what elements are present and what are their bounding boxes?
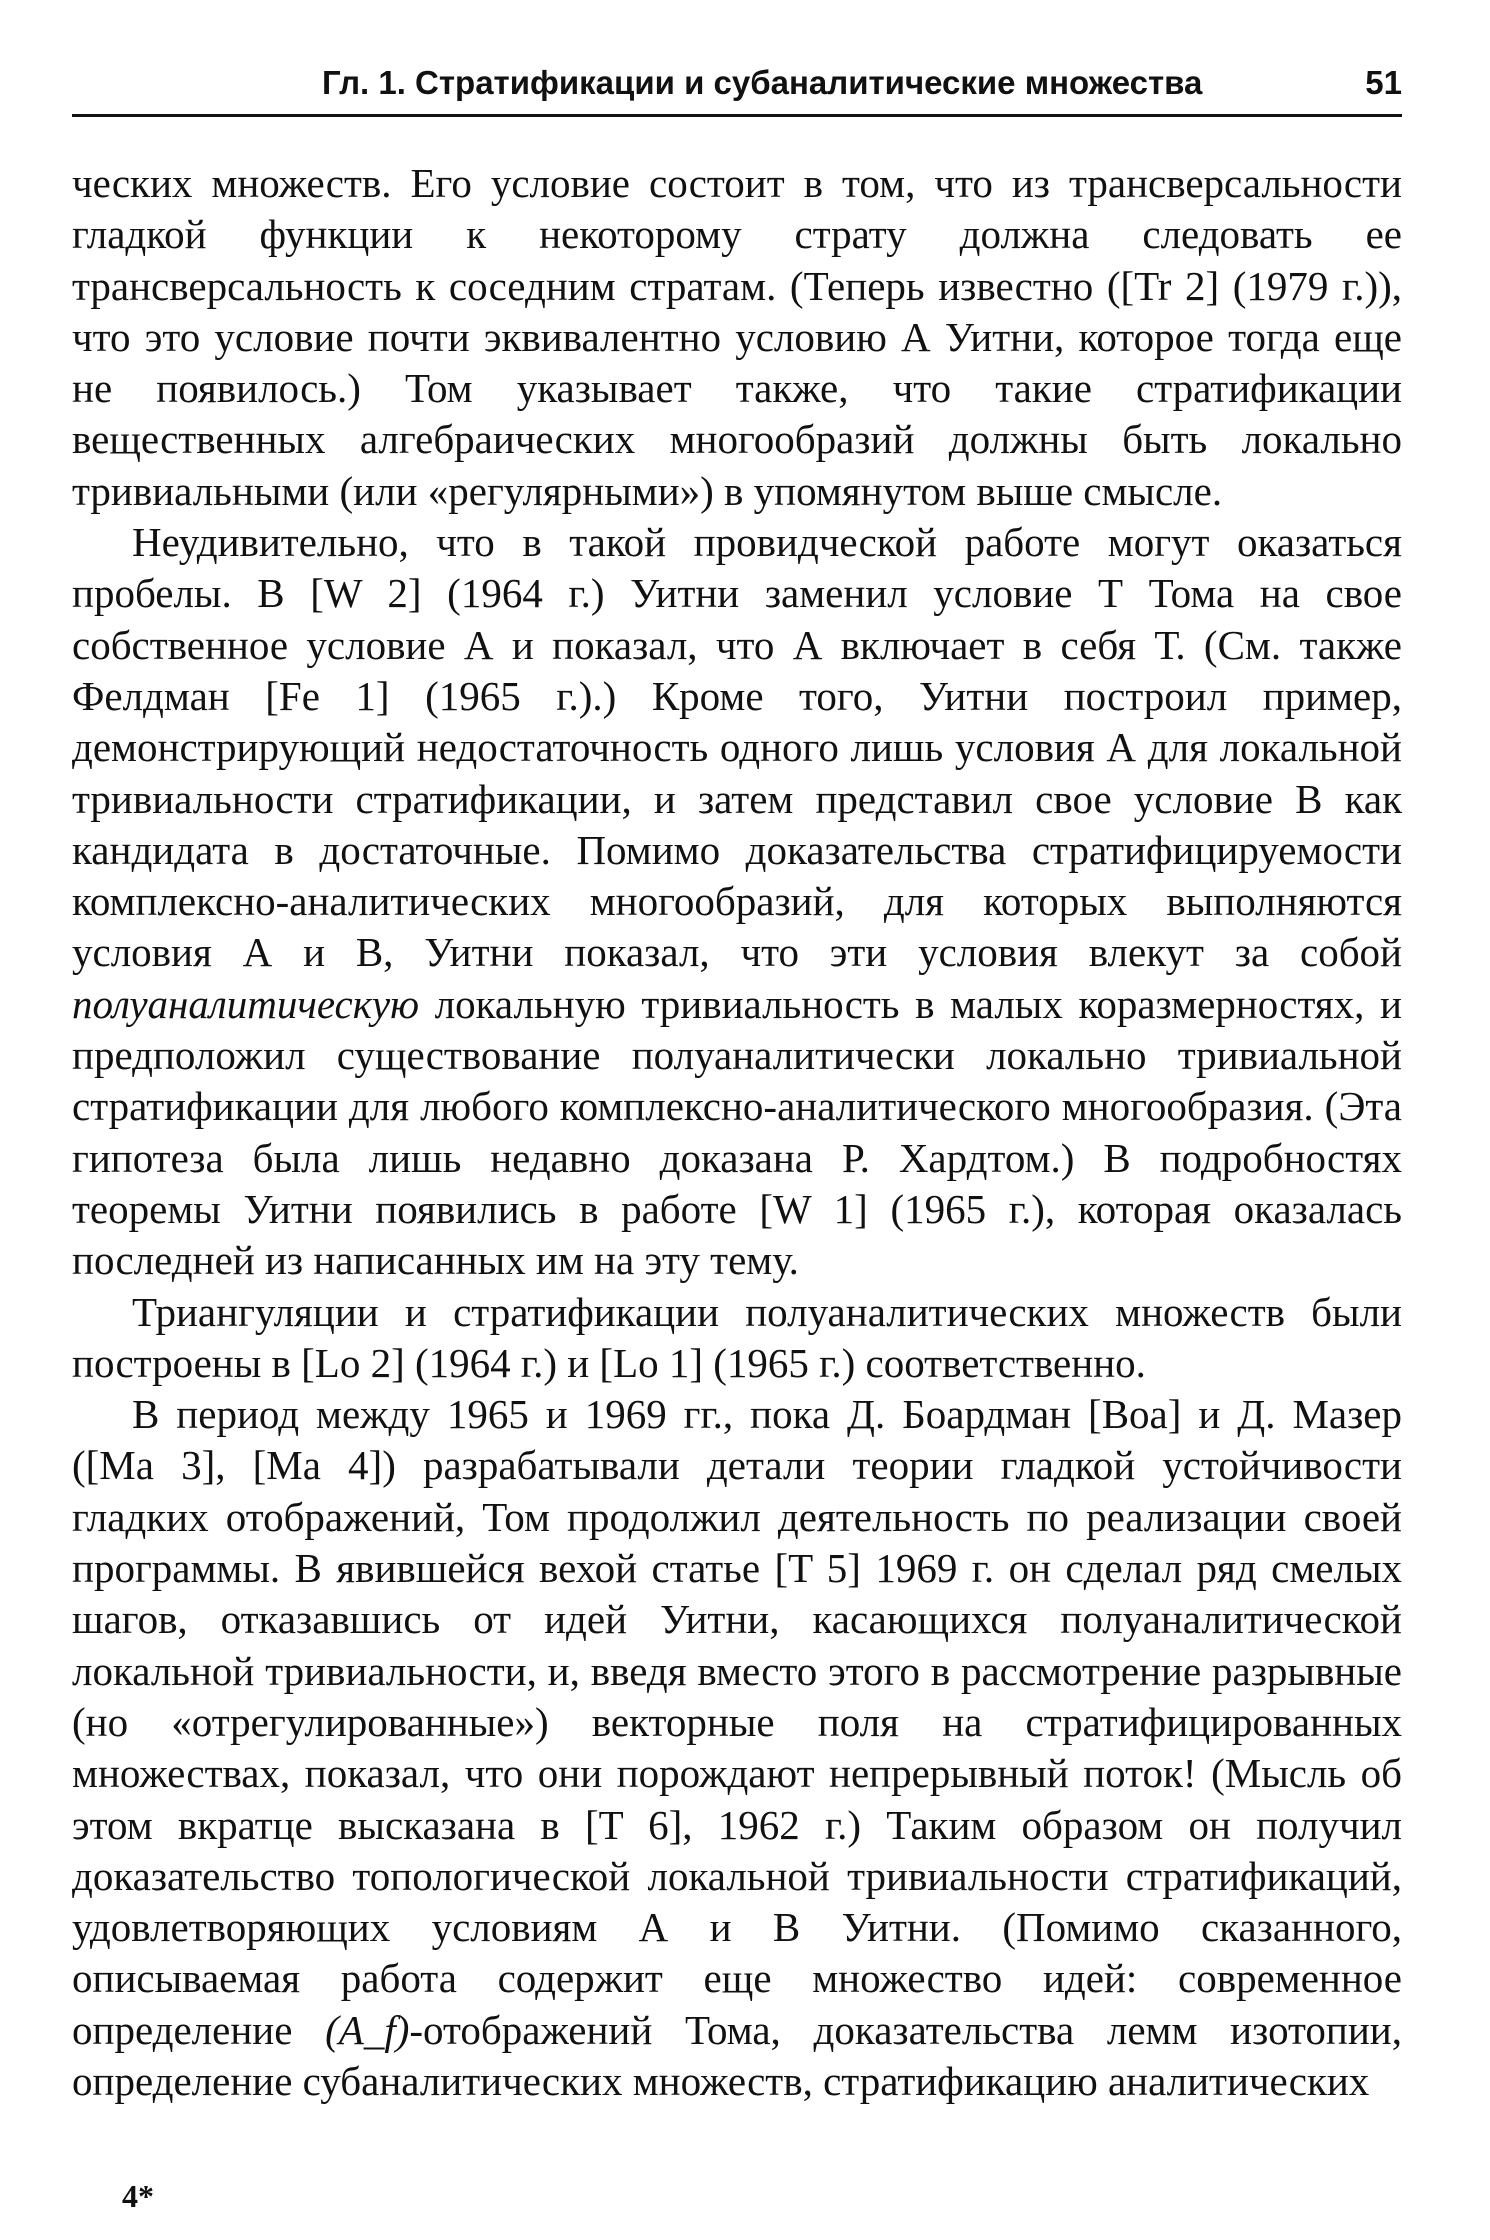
paragraph-4-text-end: -отображений Тома, доказательства лемм изотопии, определение субаналитических множеств, стратификацию аналитических <box>72 2006 1402 2104</box>
paragraph-4-emphasis: (A_f) <box>325 2006 410 2053</box>
signature-mark: 4* <box>122 2178 154 2214</box>
page-number: 51 <box>1365 64 1402 101</box>
body-text <box>72 158 1402 2107</box>
paragraph-2-text-end: локальную тривиальность в малых коразмерностях, и предположил существование полуаналитически локально тривиальной стратификации для любого комплексно-аналитического многообразия. (Эта гипотеза была лишь недавно доказана Р. Хардтом.) В подробностях теоремы Уитни появились в работе [W 1] (1965 г.), которая оказалась последней из написанных им на эту тему. <box>72 980 1402 1284</box>
paragraph-2-text-start: Неудивительно, что в такой провидческой работе могут оказаться пробелы. В [W 2] (1964 г.) Уитни заменил условие Т Тома на свое собственное условие А и показал, что А включает в себя Т. (См. также Фелдман [Fe 1] (1965 г.).) Кроме того, Уитни построил пример, демонстрирующий недостаточность одного лишь условия А для локальной тривиальности стратификации, и затем представил свое условие В как кандидата в достаточные. Помимо доказательства стратифицируемости комплексно-аналитических многообразий, для которых выполняются условия А и В, Уитни показал, что эти условия влекут за собой <box>72 519 1402 976</box>
running-title: Гл. 1. Стратификации и субаналитические множества <box>322 64 1203 101</box>
paragraph-1: ческих множеств. Его условие состоит в том, что из трансверсальности гладкой функции к некоторому страту должна следовать ее трансверсальность к соседним стратам. (Теперь известно ([Tr 2] (1979 г.)), что это условие почти эквивалентно условию А Уитни, которое тогда еще не появилось.) Том указывает также, что такие стратификации вещественных алгебраических многообразий должны быть локально тривиальными (или «регулярными») в упомянутом выше смысле. <box>72 160 1402 514</box>
running-head <box>72 52 1402 114</box>
paragraph-2-emphasis: полуаналитическую <box>72 980 420 1027</box>
paragraph-4 <box>72 1389 1402 2107</box>
paragraph-2 <box>72 517 1402 1286</box>
paragraph-3: Триангуляции и стратификации полуаналитических множеств были построены в [Lo 2] (1964 г.) и [Lo 1] (1965 г.) соответственно. <box>72 1288 1402 1386</box>
paragraph-4-text-start: В период между 1965 и 1969 гг., пока Д. Боардман [Boa] и Д. Мазер ([Ma 3], [Ma 4]) разрабатывали детали теории гладкой устойчивости гладких отображений, Том продолжил деятельность по реализации своей программы. В явившейся вехой статье [T 5] 1969 г. он сделал ряд смелых шагов, отказавшись от идей Уитни, касающихся полуаналитической локальной тривиальности, и, введя вместо этого в рассмотрение разрывные (но «отрегулированные») векторные поля на стратифицированных множествах, показал, что они порождают непрерывный поток! (Мысль об этом вкратце высказана в [T 6], 1962 г.) Таким образом он получил доказательство топологической локальной тривиальности стратификаций, удовлетворяющих условиям А и В Уитни. (Помимо сказанного, описываемая работа содержит еще множество идей: современное определение <box>72 1391 1402 2053</box>
header-rule <box>72 114 1402 117</box>
